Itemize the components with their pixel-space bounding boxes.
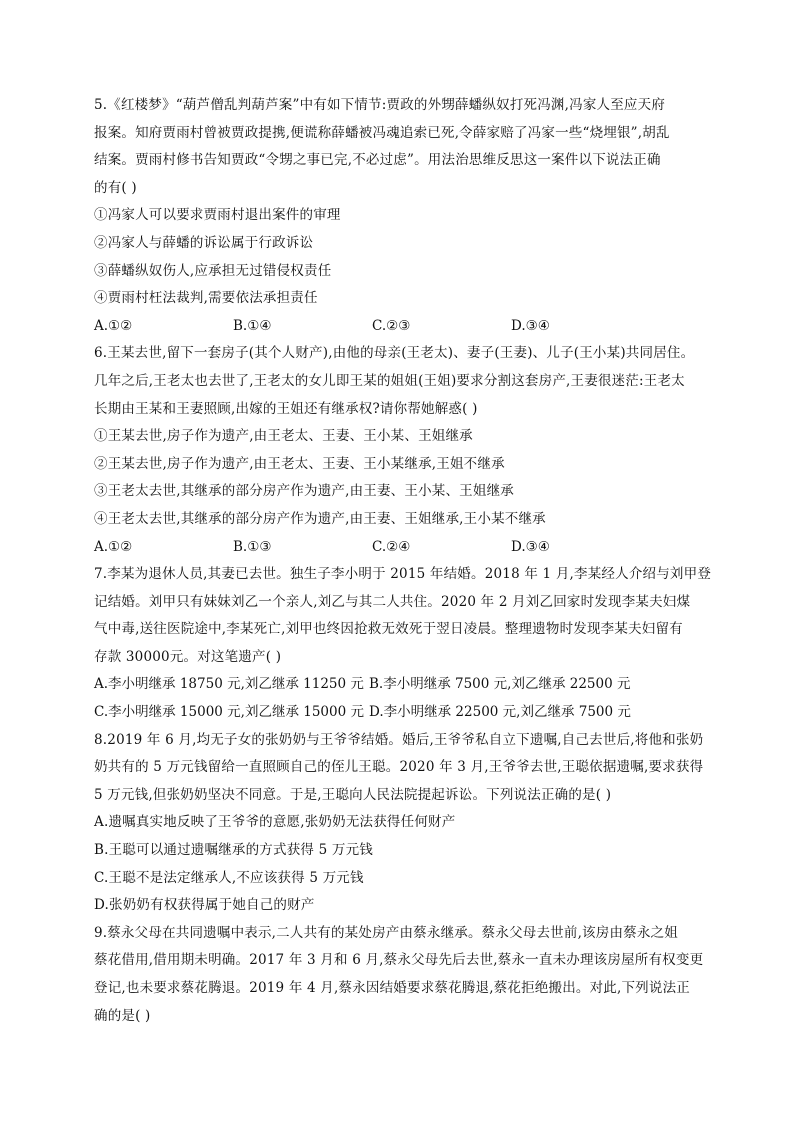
question-8-option-b: B.王聪可以通过遗嘱继承的方式获得 5 万元钱 xyxy=(94,842,373,859)
exam-page xyxy=(94,92,712,1030)
question-8-stem-line: 8.2019 年 6 月,均无子女的张奶奶与王爷爷结婚。婚后,王爷爷私自立下遗嘱,自己去世后,将他和张奶 xyxy=(94,731,704,748)
question-7-stem-line: 记结婚。刘甲只有妹妹刘乙一个亲人,刘乙与其二人共住。2020 年 2 月刘乙回家时发现李某夫妇煤 xyxy=(94,593,691,610)
question-6-item: ④王老太去世,其继承的部分房产作为遗产,由王妻、王姐继承,王小某不继承 xyxy=(94,510,546,527)
question-5-option-c: C.②③ xyxy=(372,317,411,334)
question-5-stem-line: 5.《红楼梦》“葫芦僧乱判葫芦案”中有如下情节:贾政的外甥薛蟠纵奴打死冯渊,冯家人至应天府 xyxy=(94,97,666,113)
question-6-option-b: B.①③ xyxy=(233,538,272,555)
question-9 xyxy=(94,920,704,1030)
question-7-stem-line: 气中毒,送往医院途中,李某死亡,刘甲也终因抢救无效死于翌日凌晨。整理遗物时发现李某夫妇留有 xyxy=(94,621,683,638)
question-5-item: ②冯家人与薛蟠的诉讼属于行政诉讼 xyxy=(94,234,314,251)
question-7-option-d: D.李小明继承 22500 元,刘乙继承 7500 元 xyxy=(369,704,631,721)
question-9-stem-line: 登记,也未要求蔡花腾退。2019 年 4 月,蔡永因结婚要求蔡花腾退,蔡花拒绝搬出。对此,下列说法正 xyxy=(94,980,690,996)
question-9-stem-line: 蔡花借用,借用期未明确。2017 年 3 月和 6 月,蔡永父母先后去世,蔡永一直未办理该房屋所有权变更 xyxy=(94,952,704,969)
question-5-stem-line: 结案。贾雨村修书告知贾政“令甥之事已完,不必过虑”。用法治思维反思这一案件以下说法正确 xyxy=(94,152,661,169)
question-5-stem-line: 报案。知府贾雨村曾被贾政提携,便谎称薛蟠被冯魂追索已死,令薛家赔了冯家一些“烧埋银”,胡乱 xyxy=(94,124,670,141)
question-6-item: ①王某去世,房子作为遗产,由王老太、王妻、王小某、王姐继承 xyxy=(94,428,473,445)
question-8 xyxy=(94,727,704,920)
question-6-option-c: C.②④ xyxy=(372,538,411,555)
question-5-stem-line: 的有( ) xyxy=(94,179,137,196)
question-7-stem-line: 存款 30000元。对这笔遗产( ) xyxy=(94,648,282,665)
question-6-option-a: A.①② xyxy=(94,538,133,555)
question-6-options xyxy=(94,534,700,562)
question-5-item: ①冯家人可以要求贾雨村退出案件的审理 xyxy=(94,207,341,224)
question-7-stem-line: 7.李某为退休人员,其妻已去世。独生子李小明于 2015 年结婚。2018 年 1 月,李某经人介绍与刘甲登 xyxy=(94,566,712,583)
question-8-option-a: A.遗嘱真实地反映了王爷爷的意愿,张奶奶无法获得任何财产 xyxy=(94,814,456,831)
question-7-option-b: B.李小明继承 7500 元,刘乙继承 22500 元 xyxy=(369,676,631,693)
question-7-options-row-1 xyxy=(94,671,700,699)
question-5-option-b: B.①④ xyxy=(233,317,272,334)
question-9-stem-line: 确的是( ) xyxy=(94,1007,151,1024)
question-9-stem-line: 9.蔡永父母在共同遗嘱中表示,二人共有的某处房产由蔡永继承。蔡永父母去世前,该房由蔡永之姐 xyxy=(94,924,678,941)
question-6-stem-line: 6.王某去世,留下一套房子(其个人财产),由他的母亲(王老太)、妻子(王妻)、儿子(王小某)共同居住。 xyxy=(94,345,695,362)
question-8-option-d: D.张奶奶有权获得属于她自己的财产 xyxy=(94,897,315,914)
question-6-option-d: D.③④ xyxy=(511,538,550,555)
question-8-option-c: C.王聪不是法定继承人,不应该获得 5 万元钱 xyxy=(94,869,364,886)
question-5 xyxy=(94,92,700,340)
question-6-stem-line: 长期由王某和王妻照顾,出嫁的王姐还有继承权?请你帮她解惑( ) xyxy=(94,400,478,417)
question-5-option-a: A.①② xyxy=(94,317,133,334)
question-8-stem-line: 奶共有的 5 万元钱留给一直照顾自己的侄儿王聪。2020 年 3 月,王爷爷去世,王聪依据遗嘱,要求获得 xyxy=(94,759,704,776)
question-7-options-row-2 xyxy=(94,699,700,727)
question-5-option-d: D.③④ xyxy=(511,317,550,334)
question-8-stem-line: 5 万元钱,但张奶奶坚决不同意。于是,王聪向人民法院提起诉讼。下列说法正确的是( ) xyxy=(94,786,612,803)
question-6-item: ②王某去世,房子作为遗产,由王老太、王妻、王小某继承,王姐不继承 xyxy=(94,455,505,472)
question-7 xyxy=(94,561,712,727)
question-6-item: ③王老太去世,其继承的部分房产作为遗产,由王妻、王小某、王姐继承 xyxy=(94,483,514,500)
question-5-item: ③薛蟠纵奴伤人,应承担无过错侵权责任 xyxy=(94,262,332,279)
question-7-option-c: C.李小明继承 15000 元,刘乙继承 15000 元 xyxy=(94,704,364,721)
question-5-item: ④贾雨村枉法裁判,需要依法承担责任 xyxy=(94,290,318,307)
question-7-option-a: A.李小明继承 18750 元,刘乙继承 11250 元 xyxy=(94,676,364,693)
question-6 xyxy=(94,340,700,561)
question-6-stem-line: 几年之后,王老太也去世了,王老太的女儿即王某的姐姐(王姐)要求分割这套房产,王妻很迷茫:王老太 xyxy=(94,372,685,389)
question-5-options xyxy=(94,313,700,341)
